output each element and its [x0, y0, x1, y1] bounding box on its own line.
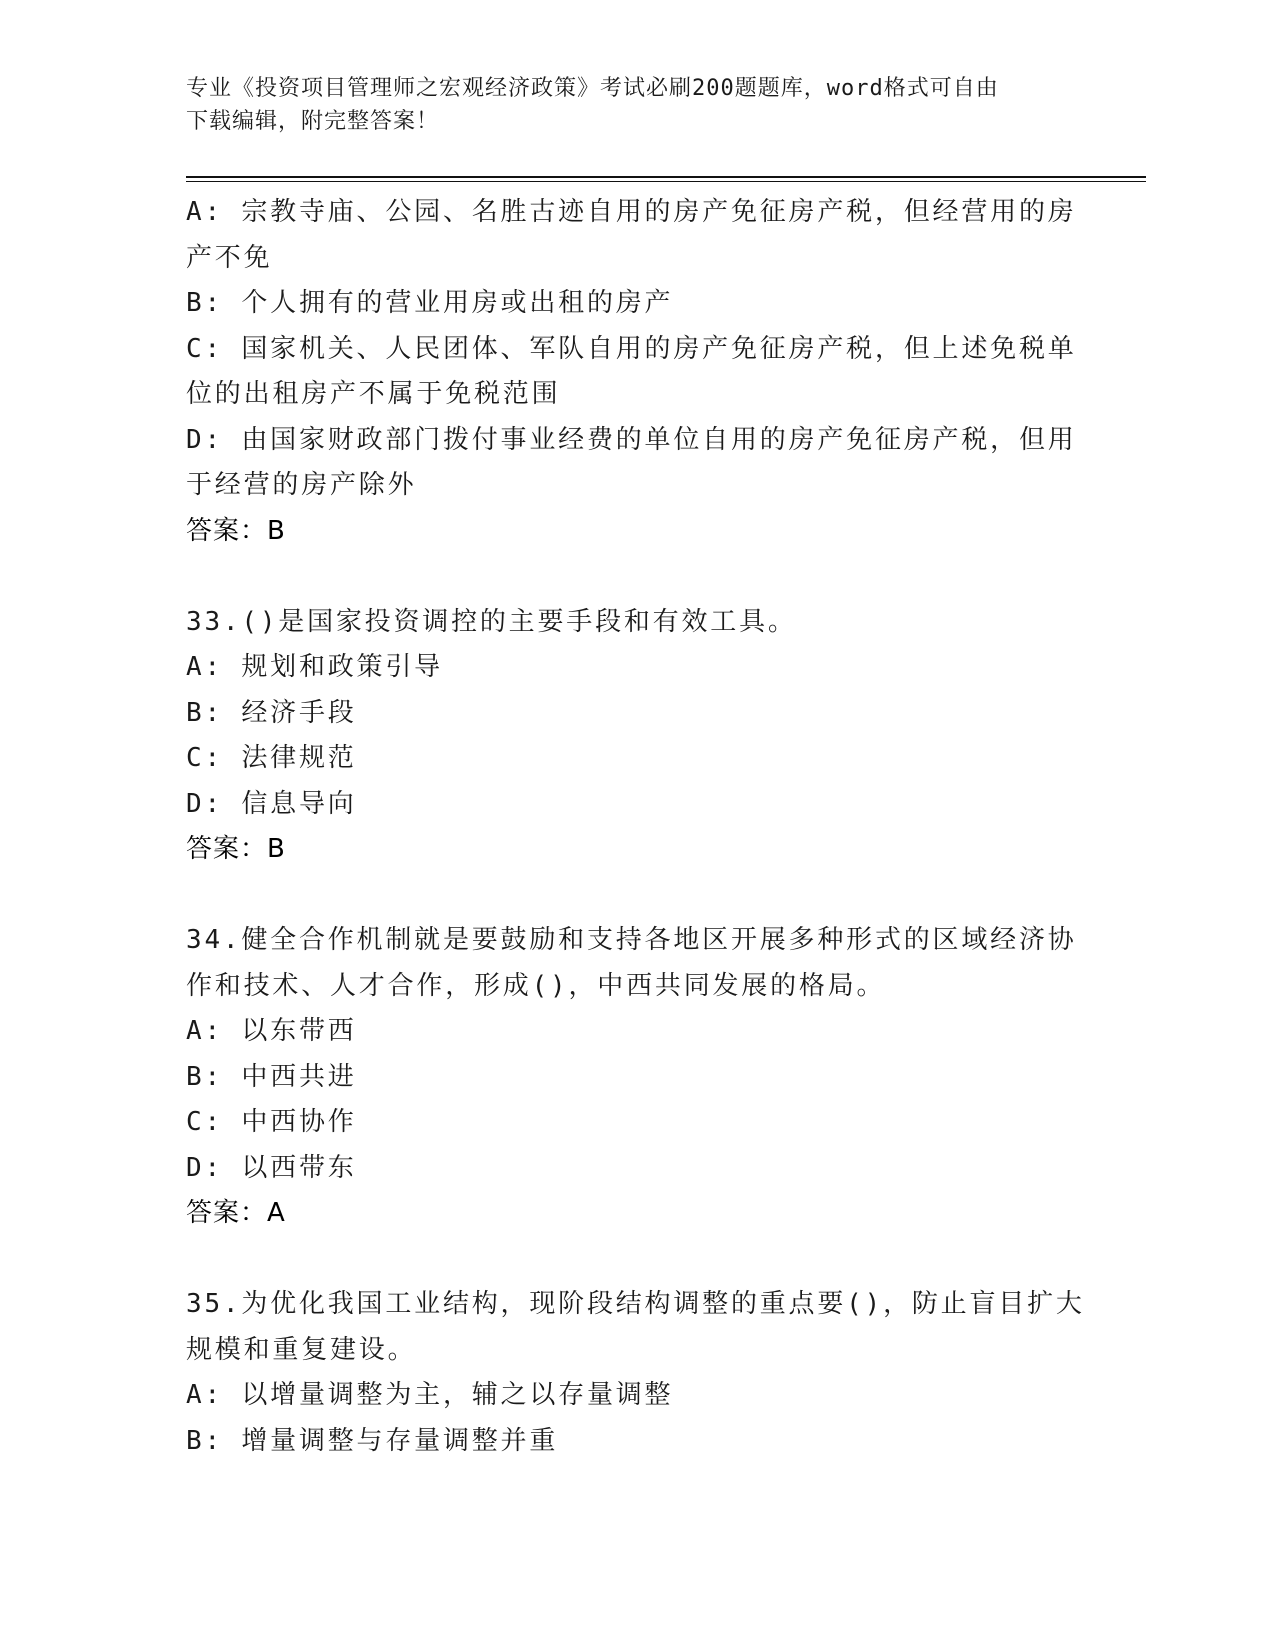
question-stem: 34.健全合作机制就是要鼓励和支持各地区开展多种形式的区域经济协 [186, 925, 1077, 955]
option-d-continued: 于经营的房产除外 [186, 470, 417, 500]
option-b: B: 经济手段 [186, 697, 357, 728]
option-c: C: 国家机关、人民团体、军队自用的房产免征房产税，但上述免税单 [186, 333, 1077, 364]
option-a: A: 规划和政策引导 [186, 652, 443, 682]
header-divider-thin [186, 181, 1146, 182]
question-stem-continued: 作和技术、人才合作，形成()，中西共同发展的格局。 [186, 970, 886, 1001]
header-divider-thick [186, 176, 1146, 178]
option-d: D: 信息导向 [186, 788, 357, 819]
option-a: A: 以增量调整为主，辅之以存量调整 [186, 1380, 674, 1410]
option-a: A: 宗教寺庙、公园、名胜古迹自用的房产免征房产税，但经营用的房 [186, 197, 1077, 227]
question-34 [186, 918, 1077, 1237]
question-stem-continued: 规模和重复建设。 [186, 1334, 417, 1365]
option-c-continued: 位的出租房产不属于免税范围 [186, 379, 561, 409]
document-header [186, 72, 1066, 138]
question-spacer [186, 1237, 1066, 1283]
question-spacer [186, 873, 1066, 919]
option-b: B: 个人拥有的营业用房或出租的房产 [186, 288, 674, 318]
option-d: D: 由国家财政部门拨付事业经费的单位自用的房产免征房产税，但用 [186, 424, 1077, 455]
question-32-options [186, 190, 1077, 554]
header-line-1: 专业《投资项目管理师之宏观经济政策》考试必刷200题题库，word格式可自由 [186, 76, 999, 101]
answer-label: 答案：A [186, 1198, 286, 1228]
question-stem: 35.为优化我国工业结构，现阶段结构调整的重点要()，防止盲目扩大 [186, 1289, 1085, 1319]
question-33 [186, 600, 1066, 873]
question-content [186, 190, 1085, 1464]
option-c: C: 中西协作 [186, 1107, 357, 1137]
answer-label: 答案：B [186, 834, 286, 864]
option-a-continued: 产不免 [186, 242, 273, 273]
option-a: A: 以东带西 [186, 1016, 357, 1046]
question-35 [186, 1282, 1085, 1464]
question-stem: 33.()是国家投资调控的主要手段和有效工具。 [186, 606, 797, 637]
question-spacer [186, 554, 1066, 600]
option-c: C: 法律规范 [186, 743, 357, 773]
option-b: B: 中西共进 [186, 1061, 357, 1092]
header-line-2: 下载编辑，附完整答案！ [186, 109, 440, 134]
option-d: D: 以西带东 [186, 1152, 357, 1183]
option-b: B: 增量调整与存量调整并重 [186, 1425, 559, 1456]
answer-label: 答案：B [186, 515, 286, 546]
